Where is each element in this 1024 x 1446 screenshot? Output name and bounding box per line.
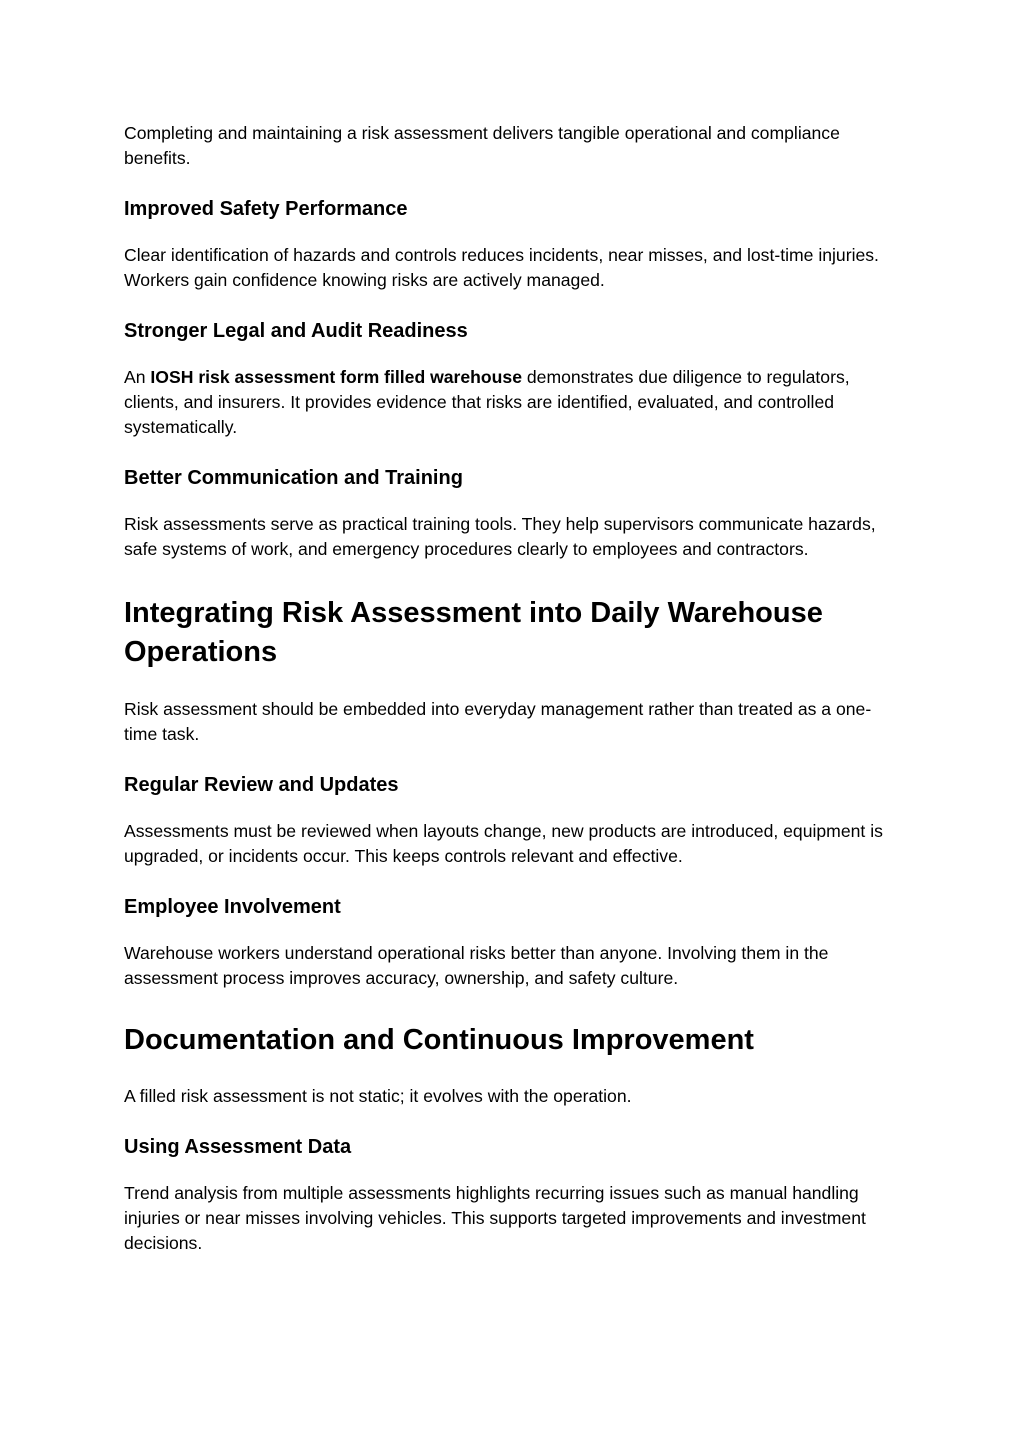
review-paragraph: Assessments must be reviewed when layouts change, new products are introduced, equipment is upgraded, or incidents occur. This keeps controls relevant and effective. xyxy=(124,821,883,866)
assessment-data-paragraph: Trend analysis from multiple assessments highlights recurring issues such as manual handling injuries or near misses involving vehicles. This supports targeted improvements and investment decisions. xyxy=(124,1183,866,1253)
document-page xyxy=(124,121,899,1256)
integrating-paragraph: Risk assessment should be embedded into everyday management rather than treated as a one-time task. xyxy=(124,699,872,744)
communication-heading: Better Communication and Training xyxy=(124,467,463,489)
improved-safety-heading: Improved Safety Performance xyxy=(124,198,408,220)
intro-paragraph: Completing and maintaining a risk assessment delivers tangible operational and compliance benefits. xyxy=(124,123,840,168)
documentation-paragraph: A filled risk assessment is not static; it evolves with the operation. xyxy=(124,1086,632,1106)
legal-audit-keyword: IOSH risk assessment form filled warehouse xyxy=(150,367,522,387)
documentation-section-title: Documentation and Continuous Improvement xyxy=(124,1024,754,1056)
legal-audit-text-after: demonstrates due diligence to regulators, clients, and insurers. It provides evidence that risks are identified, evaluated, and controlled systematically. xyxy=(124,367,850,437)
legal-audit-paragraph xyxy=(124,365,899,440)
improved-safety-paragraph: Clear identification of hazards and controls reduces incidents, near misses, and lost-time injuries. Workers gain confidence knowing risks are actively managed. xyxy=(124,245,879,290)
communication-paragraph: Risk assessments serve as practical training tools. They help supervisors communicate hazards, safe systems of work, and emergency procedures clearly to employees and contractors. xyxy=(124,514,876,559)
integrating-section-title: Integrating Risk Assessment into Daily Warehouse Operations xyxy=(124,597,823,668)
legal-audit-heading: Stronger Legal and Audit Readiness xyxy=(124,320,468,342)
review-heading: Regular Review and Updates xyxy=(124,774,399,796)
assessment-data-heading: Using Assessment Data xyxy=(124,1136,352,1158)
employee-heading: Employee Involvement xyxy=(124,896,341,918)
employee-paragraph: Warehouse workers understand operational risks better than anyone. Involving them in the assessment process improves accuracy, ownership, and safety culture. xyxy=(124,943,829,988)
legal-audit-text-before: An xyxy=(124,367,151,387)
